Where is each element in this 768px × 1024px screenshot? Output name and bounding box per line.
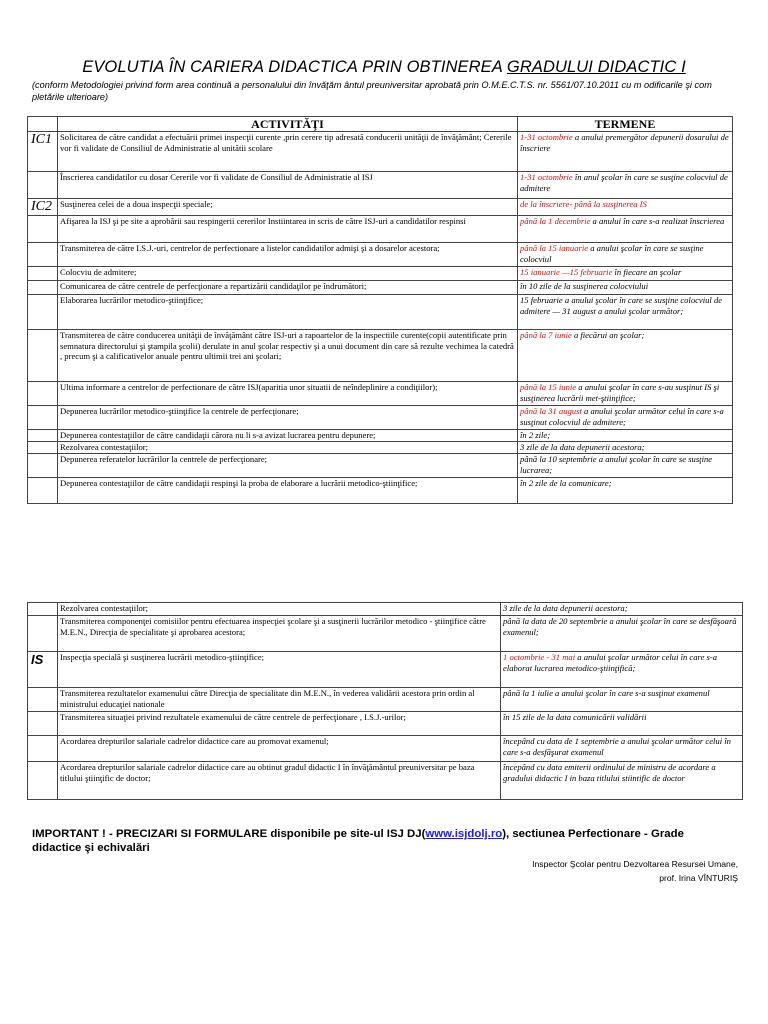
page-title: EVOLUTIA ÎN CARIERA DIDACTICA PRIN OBTINEREA GRADULUI DIDACTIC I — [82, 58, 686, 76]
signature-role: Inspector Şcolar pentru Dezvoltarea Resursei Umane, — [532, 859, 738, 869]
table-row — [28, 295, 733, 330]
deadline-cell — [518, 442, 733, 454]
isj-link[interactable]: www.isjdolj.ro — [425, 828, 503, 840]
stage-code — [28, 243, 58, 267]
activity-cell: Depunerea referatelor lucrărilor la centrele de perfecţionare; — [58, 454, 518, 478]
deadline-cell — [518, 281, 733, 295]
deadline-text: până la 1 iulie a anului şcolar în care s-a susţinut examenul — [503, 688, 710, 698]
deadline-cell — [518, 267, 733, 281]
deadline-highlight: până la 1 decembrie — [520, 216, 591, 226]
deadline-cell — [518, 243, 733, 267]
activities-table-1 — [27, 116, 733, 504]
stage-code — [28, 216, 58, 243]
activity-cell: Rezolvarea contestaţiilor; — [58, 442, 518, 454]
activity-cell: Colocviu de admitere; — [58, 267, 518, 281]
deadline-cell — [518, 382, 733, 406]
stage-code — [28, 712, 58, 736]
activity-cell: Afişarea la ISJ şi pe site a aprobării sau respingerii cererilor Instiintarea in scris de către ISJ-uri a candidatilor respinsi — [58, 216, 518, 243]
deadline-cell — [501, 652, 743, 688]
activity-cell: Susţinerea celei de a doua inspecţii speciale; — [58, 199, 518, 216]
table-row — [28, 712, 743, 736]
deadline-text: până la 10 septembrie a anului şcolar în care se susţine lucrarea; — [520, 454, 713, 475]
important-note: IMPORTANT ! - PRECIZARI SI FORMULARE disponibile pe site-ul ISJ DJ(www.isjdolj.ro), sectiunea Perfectionare - Grade didactice şi echivalări — [32, 828, 684, 854]
activity-cell: Depunerea contestaţiilor de către candidaţii cărora nu li s-a avizat lucrarea pentru depunere; — [58, 430, 518, 442]
stage-code — [28, 281, 58, 295]
deadline-cell — [518, 430, 733, 442]
deadline-highlight: 1-31 octombrie — [520, 172, 573, 182]
deadline-highlight: 15 ianuarie —15 februarie — [520, 267, 613, 277]
deadline-text: în 2 zile; — [520, 430, 551, 440]
table-row — [28, 603, 743, 616]
stage-code — [28, 382, 58, 406]
activity-cell: Acordarea drepturilor salariale cadrelor didactice care au promovat examenul; — [58, 736, 501, 762]
header-empty — [28, 117, 58, 132]
table-row — [28, 442, 733, 454]
activity-cell: Transmiterea de către conducerea unităţii de învăţământ către ISJ-uri a rapoartelor de la inspectiile curente(copii autentificate prin semnatura directorului şi ştampila şcolii) derulate in anul şcolar respectiv şi a unui document din care să rezulte vechimea la catedră , precum şi a calificativelor anuale pentru ultimii trei ani şcolari; — [58, 330, 518, 382]
deadline-cell — [518, 454, 733, 478]
table-row — [28, 172, 733, 199]
stage-code — [28, 603, 58, 616]
stage-code — [28, 736, 58, 762]
deadline-cell — [518, 132, 733, 172]
stage-code — [28, 762, 58, 800]
activity-cell: Inspecţia specială şi susţinerea lucrării metodico-ştiinţifice; — [58, 652, 501, 688]
activity-cell: Transmiterea componenţei comisiilor pentru efectuarea inspecţiei şcolare şi a susţinerii lucrărilor metodico - ştiinţifice către M.E.N., Direcţia de specialitate şi aprobarea acestora; — [58, 616, 501, 652]
deadline-text: în anul şcolar în care se susţine colocviul de admitere — [520, 172, 728, 193]
deadline-text: 3 zile de la data depunerii acestora; — [520, 442, 645, 452]
table-row — [28, 652, 743, 688]
stage-code: IC1 — [28, 132, 58, 172]
page-subtitle: (conform Metodologiei privind form area continuă a personalului din învăţăm ântul preuniversitar aprobată prin O.M.E.C.T.S. nr. 5561/07.10.2011 cu m odificarile şi com pletările ulterioare) — [32, 80, 712, 102]
deadline-highlight: 1 octombrie - 31 mai — [503, 652, 576, 662]
activity-cell: Transmiterea de către I.S.J.-uri, centrelor de perfectionare a listelor candidatilor admişi şi a dosarelor acestora; — [58, 243, 518, 267]
stage-code — [28, 454, 58, 478]
table-row — [28, 330, 733, 382]
deadline-highlight: până la 31 august — [520, 406, 582, 416]
stage-code — [28, 478, 58, 504]
stage-code — [28, 430, 58, 442]
activity-cell: Depunerea lucrărilor metodico-ştiinţifice la centrele de perfecţionare; — [58, 406, 518, 430]
deadline-cell — [501, 616, 743, 652]
deadline-text: în 10 zile de la susţinerea colocviului — [520, 281, 649, 291]
deadline-text: a anului şcolar în care s-au susţinut IS şi susţinerea lucrării met-ştiinţifice; — [520, 382, 720, 403]
table-row — [28, 430, 733, 442]
table-row — [28, 406, 733, 430]
deadline-text: până la data de 20 septembrie a anului şcolar în care se desfăşoară examenul; — [503, 616, 737, 637]
signature-name: prof. Irina VÎNTURIŞ — [659, 873, 738, 883]
deadline-text: începând cu data emiterii ordinului de ministru de acordare a gradului didactic I in baza titlului stiintific de doctor — [503, 762, 716, 783]
table-row — [28, 267, 733, 281]
activities-table-2 — [27, 602, 743, 800]
deadline-cell — [518, 216, 733, 243]
table-row — [28, 199, 733, 216]
deadline-text: a anului premergător depunerii dosarului de înscriere — [520, 132, 729, 153]
table-row — [28, 454, 733, 478]
activity-cell: Rezolvarea contestaţiilor; — [58, 603, 501, 616]
stage-code: IS — [28, 652, 58, 688]
deadline-text: în 15 zile de la data comunicării validării — [503, 712, 647, 722]
deadline-highlight: până la 15 iunie — [520, 382, 577, 392]
table-row — [28, 688, 743, 712]
stage-code — [28, 688, 58, 712]
deadline-cell — [518, 478, 733, 504]
table-row — [28, 478, 733, 504]
table-row — [28, 243, 733, 267]
activity-cell: Acordarea drepturilor salariale cadrelor didactice care au obtinut gradul didactic I în învăţământul preuniversitar pe baza titlului ştiinţific de doctor; — [58, 762, 501, 800]
stage-code — [28, 330, 58, 382]
deadline-text: în 2 zile de la comunicare; — [520, 478, 612, 488]
deadline-cell — [518, 295, 733, 330]
activity-cell: Transmiterea situaţiei privind rezultatele examenului de către centrele de perfecţionare , I.S.J.-urilor; — [58, 712, 501, 736]
header-activities: ACTIVITĂŢI — [58, 117, 518, 132]
table-row — [28, 736, 743, 762]
stage-code — [28, 406, 58, 430]
activity-cell: Transmiterea rezultatelor examenului către Direcţia de specialitate din M.E.N., în vederea validării acestora prin ordin al ministrului educaţiei nationale — [58, 688, 501, 712]
deadline-text: începând cu data de 1 septembrie a anului şcolar următor celui în care s-a desfăşurat examenul — [503, 736, 731, 757]
activity-cell: Solicitarea de către candidat a efectuării primei inspecţii curente ,prin cerere tip adresată conducerii unităţii de învăţământ; Cererile vor fi validate de Consiliul de Administratie al unitătii scolare — [58, 132, 518, 172]
stage-code — [28, 267, 58, 281]
deadline-highlight: până la 7 iunie — [520, 330, 572, 340]
deadline-cell — [501, 762, 743, 800]
header-deadlines: TERMENE — [518, 117, 733, 132]
table-row — [28, 216, 733, 243]
activity-cell: Înscrierea candidatilor cu dosar Cererile vor fi validate de Consiliul de Administratie al ISJ — [58, 172, 518, 199]
deadline-highlight: până la 15 ianuarie — [520, 243, 589, 253]
deadline-cell — [501, 712, 743, 736]
deadline-cell — [518, 330, 733, 382]
deadline-text: a anului şcolar următor celui în care s-a susţinut colocviul de admitere; — [520, 406, 724, 427]
deadline-text: a anului în care s-a realizat înscrierea — [590, 216, 725, 226]
deadline-cell — [501, 603, 743, 616]
deadline-highlight: de la înscriere- până la susţinerea IS — [520, 199, 647, 209]
deadline-cell — [501, 688, 743, 712]
deadline-text: a fiecărui an şcolar; — [571, 330, 645, 340]
table-row — [28, 762, 743, 800]
deadline-text: în fiecare an şcolar — [612, 267, 682, 277]
deadline-text: 15 februarie a anului şcolar în care se susţine colocviul de admitere — 31 august a anului şcolar următor; — [520, 295, 723, 316]
stage-code — [28, 442, 58, 454]
activity-cell: Ultima informare a centrelor de perfectionare de către ISJ(aparitia unor situatii de neîndeplinire a condiţiilor); — [58, 382, 518, 406]
stage-code — [28, 172, 58, 199]
activity-cell: Depunerea contestaţiilor de către candidaţii respinşi la proba de elaborare a lucrării metodico-ştiinţifice; — [58, 478, 518, 504]
stage-code — [28, 295, 58, 330]
table-row — [28, 616, 743, 652]
deadline-cell — [518, 199, 733, 216]
activity-cell: Elaborarea lucrărilor metodico-ştiinţifice; — [58, 295, 518, 330]
stage-code: IC2 — [28, 199, 58, 216]
deadline-text: a anului şcolar în care se susţine colocviul — [520, 243, 704, 264]
table-row — [28, 382, 733, 406]
deadline-text: 3 zile de la data depunerii acestora; — [503, 603, 628, 613]
activity-cell: Comunicarea de către centrele de perfecţionare a repartizării candidaţilor pe îndrumători; — [58, 281, 518, 295]
deadline-cell — [518, 172, 733, 199]
table-row — [28, 281, 733, 295]
deadline-cell — [501, 736, 743, 762]
table-row — [28, 132, 733, 172]
deadline-cell — [518, 406, 733, 430]
deadline-highlight: 1-31 octombrie — [520, 132, 573, 142]
deadline-text: a anului şcolar următor celui în care s-a elaborat lucrarea metodico-ştiinţifică; — [503, 652, 718, 673]
stage-code — [28, 616, 58, 652]
